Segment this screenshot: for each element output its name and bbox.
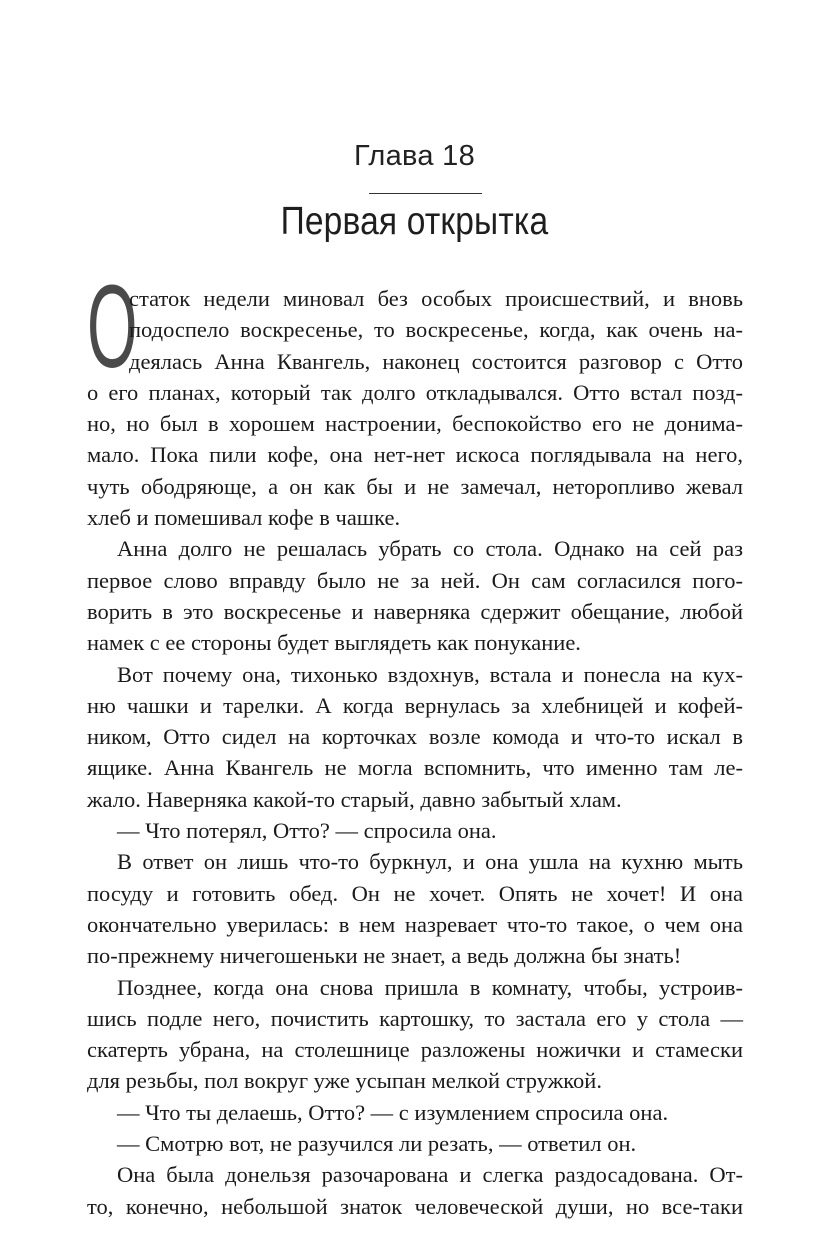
text-line: В ответ он лишь что-то буркнул, и она ушла на кухню мыть bbox=[117, 849, 743, 875]
text-line: Позднее, когда она снова пришла в комнату, чтобы, устроив- bbox=[117, 974, 743, 1000]
text-line: посуду и готовить обед. Он не хочет. Опять не хочет! И она bbox=[87, 880, 743, 906]
text-line: ню чашки и тарелки. А когда вернулась за хлебницей и кофей- bbox=[87, 692, 743, 718]
chapter-divider bbox=[369, 193, 482, 194]
text-line: окончательно уверилась: в нем назревает что-то такое, о чем она bbox=[87, 911, 743, 937]
text-line: скатерть убрана, на столешнице разложены ножички и стамески bbox=[87, 1037, 743, 1063]
drop-cap: О bbox=[87, 261, 138, 393]
text-line: мало. Пока пили кофе, она нет-нет искоса поглядывала на него, bbox=[87, 442, 743, 468]
text-line: — Смотрю вот, не разучился ли резать, — ответил он. bbox=[117, 1131, 637, 1157]
text-line: ворить в это воскресенье и наверняка сдержит обещание, любой bbox=[87, 598, 743, 624]
chapter-number: Глава 18 bbox=[353, 140, 476, 172]
text-line: намек с ее стороны будет выглядеть как понукание. bbox=[87, 630, 581, 656]
text-line: хлеб и помешивал кофе в чашке. bbox=[87, 505, 401, 531]
text-line: для резьбы, пол вокруг уже усыпан мелкой стружкой. bbox=[87, 1068, 602, 1094]
text-line: ником, Отто сидел на корточках возле комода и что-то искал в bbox=[87, 724, 743, 750]
text-line: — Что ты делаешь, Отто? — с изумлением спросила она. bbox=[117, 1099, 669, 1125]
text-line: ящике. Анна Квангель не могла вспомнить, что именно там ле- bbox=[87, 755, 743, 781]
text-line: Анна долго не решалась убрать со стола. Однако на сей раз bbox=[117, 536, 743, 562]
text-line: первое слово вправду было не за ней. Он сам согласился пого- bbox=[87, 567, 743, 593]
text-line: жало. Наверняка какой-то старый, давно забытый хлам. bbox=[87, 786, 622, 812]
text-line: о его планах, который так долго откладывался. Отто встал позд- bbox=[87, 379, 743, 405]
text-line: чуть ободряюще, а он как бы и не замечал, неторопливо жевал bbox=[87, 473, 743, 499]
text-line: статок недели миновал без особых происшествий, и вновь bbox=[129, 286, 743, 311]
body-text bbox=[87, 261, 743, 1222]
text-line: шись подле него, почистить картошку, то застала его у стола — bbox=[87, 1005, 743, 1031]
text-line: деялась Анна Квангель, наконец состоится разговор с Отто bbox=[129, 348, 743, 374]
text-line: подоспело воскресенье, то воскресенье, когда, как очень на- bbox=[129, 317, 743, 343]
text-line: по-прежнему ничегошеньки не знает, а ведь должна бы знать! bbox=[87, 943, 682, 969]
text-line: но, но был в хорошем настроении, беспокойство его не донима- bbox=[87, 411, 743, 437]
text-line: Вот почему она, тихонько вздохнув, встала и понесла на кух- bbox=[117, 661, 743, 687]
text-line: то, конечно, небольшой знаток человеческой души, но все-таки bbox=[87, 1193, 743, 1219]
text-line: Она была донельзя разочарована и слегка раздосадована. От- bbox=[117, 1162, 743, 1188]
text-line: — Что потерял, Отто? — спросила она. bbox=[117, 818, 497, 844]
chapter-title: Первая открытка bbox=[280, 200, 549, 243]
